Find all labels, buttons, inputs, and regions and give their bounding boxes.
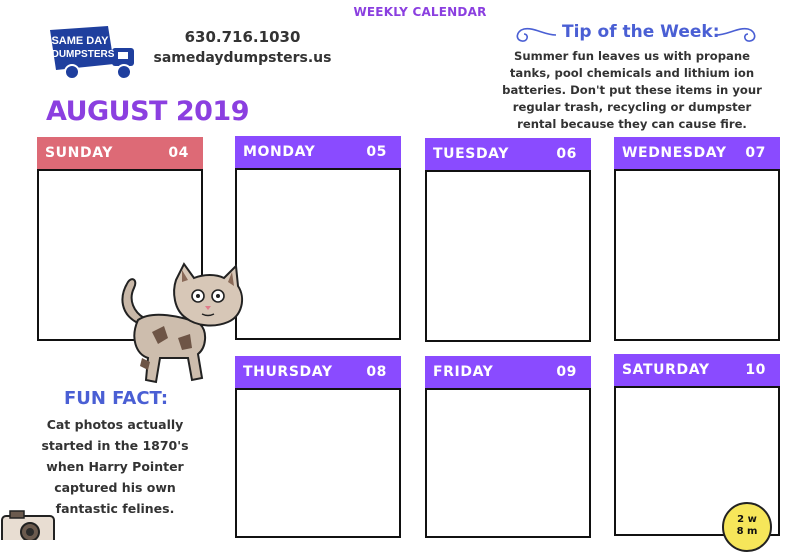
- day-monday: [235, 136, 401, 340]
- fun-fact-line: when Harry Pointer: [46, 459, 184, 474]
- tip-body: [496, 48, 768, 133]
- fun-fact-line: fantastic felines.: [55, 501, 175, 516]
- day-name: THURSDAY: [243, 364, 333, 380]
- right-swirl-icon: [714, 24, 760, 46]
- fun-fact-line: captured his own: [54, 480, 176, 495]
- day-notes-box[interactable]: [235, 388, 401, 538]
- left-swirl-icon: [512, 24, 558, 46]
- day-date: 06: [556, 146, 577, 162]
- camera-icon: [0, 508, 62, 540]
- day-notes-box[interactable]: [614, 169, 780, 341]
- day-header: [235, 356, 401, 388]
- day-friday: [425, 356, 591, 538]
- fun-fact-heading: FUN FACT:: [63, 388, 169, 409]
- tip-line: batteries. Don't put these items in your: [502, 83, 762, 97]
- day-name: MONDAY: [243, 144, 316, 160]
- phone-number: 630.716.1030: [184, 28, 301, 46]
- day-notes-box[interactable]: [235, 168, 401, 340]
- fun-fact-line: Cat photos actually: [46, 417, 184, 432]
- logo-text-line2: DUMPSTERS: [51, 49, 115, 60]
- day-name: TUESDAY: [433, 146, 510, 162]
- day-tuesday: [425, 138, 591, 342]
- tip-line: rental because they can cause fire.: [517, 117, 747, 131]
- dumpster-truck-logo: [48, 24, 148, 84]
- tip-line: regular trash, recycling or dumpster: [512, 100, 752, 114]
- day-header: [614, 137, 780, 169]
- tip-heading: [512, 22, 760, 48]
- fun-fact-body: [30, 414, 200, 519]
- tip-line: tanks, pool chemicals and lithium ion: [509, 66, 755, 80]
- tip-line: Summer fun leaves us with propane: [514, 49, 750, 63]
- day-header: [614, 354, 780, 386]
- day-date: 09: [556, 364, 577, 380]
- tip-title: Tip of the Week:: [562, 22, 720, 42]
- day-date: 07: [745, 145, 766, 161]
- day-name: SATURDAY: [622, 362, 710, 378]
- fun-fact-line: started in the 1870's: [41, 438, 189, 453]
- badge-line: 2 w: [737, 514, 757, 525]
- day-date: 08: [366, 364, 387, 380]
- day-wednesday: [614, 137, 780, 341]
- day-header: [37, 137, 203, 169]
- website-link[interactable]: samedaydumpsters.us: [153, 50, 332, 66]
- corner-badge: [722, 502, 772, 552]
- day-notes-box[interactable]: [425, 170, 591, 342]
- day-header: [235, 136, 401, 168]
- logo-text-line1: SAME DAY: [51, 35, 109, 47]
- weekly-calendar-title: WEEKLY CALENDAR: [353, 5, 487, 19]
- day-date: 04: [168, 145, 189, 161]
- day-name: SUNDAY: [45, 145, 114, 161]
- cat-illustration: [112, 262, 252, 390]
- day-name: FRIDAY: [433, 364, 494, 380]
- badge-line: 8 m: [736, 526, 758, 537]
- day-thursday: [235, 356, 401, 538]
- day-name: WEDNESDAY: [622, 145, 727, 161]
- day-date: 10: [745, 362, 766, 378]
- day-header: [425, 138, 591, 170]
- day-date: 05: [366, 144, 387, 160]
- day-notes-box[interactable]: [425, 388, 591, 538]
- month-title: AUGUST 2019: [46, 96, 249, 127]
- day-header: [425, 356, 591, 388]
